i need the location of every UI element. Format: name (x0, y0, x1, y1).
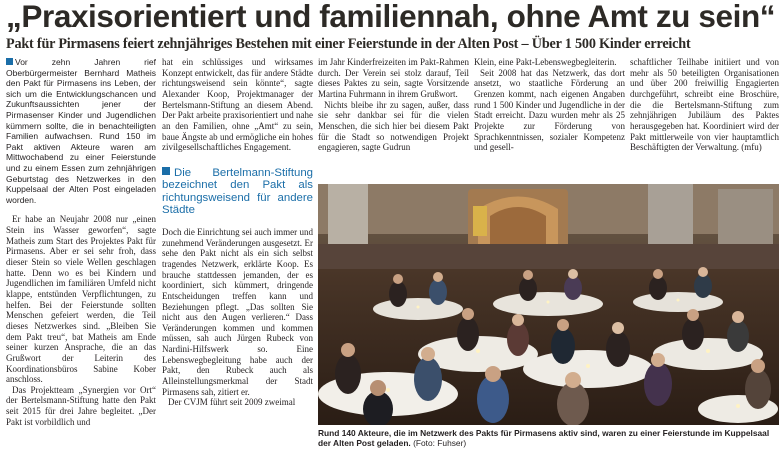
article-column-1 (6, 57, 156, 427)
subheadline: Pakt für Pirmasens feiert zehnjähriges Bestehen mit einer Feierstunde in der Alten Post – Über 1 500 Kinder erreicht (6, 36, 691, 52)
blue-square-bullet (162, 167, 170, 175)
paragraph: Das Projektteam „Synergien vor Ort“ der Bertelsmann-Stiftung hatte den Pakt seit 2015 für drei Jahre begleitet. „Der Pakt ist vorbildlich und (6, 384, 156, 427)
paragraph: hat ein schlüssiges und wirksames Konzept entwickelt, das für andere Städte richtungsweisend sein könnte“, sagte Alexander Koop, Projektmanager der Bertelsmann-Stiftung an diesem Abend. Der Pakt arbeite praxisorientiert und nahe an den Familien, ohne „Amt“ zu sein, baue Ängste ab und ermögliche ein hohes zivilgesellschaftliches Engagement. (162, 57, 313, 153)
photo-caption (318, 428, 779, 449)
lead-text: Vor zehn Jahren rief Oberbürgermeister Bernhard Matheis den Pakt für Pirmasens ins Leben, der sich um die Entwicklungschancen und Zukunftsaussichten jener der Pirmasenser Kinder und Jugendlichen kümmern sollte, die in benachteiligten Familien aufwachsen. Rund 150 im Pakt aktiven Akteure waren am Mittwochabend zu einer Feierstunde und zu einem Essen zum zehnjährigen Geburtstag des Netzwerkes in den Kuppelsaal der Alten Post eingeladen worden. (6, 57, 156, 205)
paragraph: Er habe an Neujahr 2008 nur „einen Stein ins Wasser geworfen“, sagte Matheis zum Start des Projektes Pakt für Pirmasens. Aber er sei sehr froh, dass dieser Stein so viele Wellen geschlagen hatte. Denn wo es bei Kindern und Jugendlichen im familiären Umfeld nicht klappe, entstünden Verpflichtungen, zu helfen. Bei der Feierstunde sollten Menschen gefeiert werden, die Teil dieses Netzwerkes sind. „Bleiben Sie dem Pakt treu“, bat Matheis am Ende seiner kurzen Ansprache, die an das Grußwort der Leiterin des Koordinationsbüros Sabine Kober anschloss. (6, 214, 156, 385)
banquet-hall-illustration (318, 184, 779, 425)
headline: „Praxisorientiert und familiennah, ohne Amt zu sein“ (6, 0, 776, 34)
event-photo (318, 184, 779, 425)
paragraph: Der CVJM führt seit 2009 zweimal (168, 397, 296, 408)
pull-quote (162, 167, 313, 217)
paragraph: im Jahr Kinderfreizeiten im Pakt-Rahmen durch. Der Verein sei stolz darauf, Teil dieses Paktes zu sein, sagte Vorsitzende Martina Fuhrmann in ihrem Grußwort. (318, 57, 469, 99)
photo-credit: (Foto: Fuhser) (413, 438, 467, 449)
paragraph: Doch die Einrichtung sei auch immer und zunehmend Veränderungen ausgesetzt. Er sehe den Pakt nicht als ein sich selbst tragendes Netzwerk, erklärte Koop. Es brauche stattdessen jemanden, der es koordiniert, sich kümmert, dringende Entscheidungen treffen kann und Beziehungen pflegt. „Das sollten Sie nicht aus den Augen verlieren.“ Dass Veränderungen kommen und kommen müssen, sah auch Jürgen Rubeck von Nardini-Hilfswerk so. Eine Lebenswegbegleitung habe auch der Pakt, den Rubeck auch als Alleinstellungsmerkmal der Stadt Pirmasens sah, zitiert er. (162, 226, 313, 397)
lead-paragraph (6, 57, 156, 205)
paragraph: Klein, eine Pakt-Lebenswegbegleiterin. (474, 57, 617, 67)
paragraph: Nichts bleibe ihr zu sagen, außer, dass sie sehr dankbar sei für die vielen Menschen, die sich hier bei diesem Pakt für die Stadt so notwendigen Projekt engagieren, sagte Gudrun (318, 99, 469, 153)
blue-square-bullet (6, 58, 13, 65)
article-column-5 (630, 57, 779, 153)
article-column-4 (474, 57, 625, 153)
paragraph: schaftlicher Teilhabe initiiert und von mehr als 50 beteiligten Organisationen und über 200 freiwillig Engagierten durchgeführt, schreibt eine Broschüre, die die Bertelsmann-Stiftung zum zehnjährigen Jubiläum des Paktes herausgegeben hat. Koordiniert wird der Pakt mittlerweile von vier hauptamtlich Beschäftigten der Verwaltung. (mfu) (630, 57, 779, 153)
article-column-2 (162, 57, 313, 408)
paragraph: Seit 2008 hat das Netzwerk, das dort ansetzt, wo staatliche Förderung an Grenzen kommt, nach eigenen Angaben rund 1 500 Kinder und Jugendliche in der Stadt erreicht. Dazu wurden mehr als 25 Projekte zur Förderung von Sprachkenntnissen, sozialer Kompetenz und gesell- (474, 67, 625, 153)
caption-text: Rund 140 Akteure, die im Netzwerk des Pakts für Pirmasens aktiv sind, waren zu einer Feierstunde im Kuppelsaal der Alten Post geladen. (318, 428, 770, 449)
article-column-3 (318, 57, 469, 153)
pull-quote-text: Die Bertelmann-Stiftung bezeichnet den Pakt als richtungsweisend für andere Städte (162, 166, 313, 217)
